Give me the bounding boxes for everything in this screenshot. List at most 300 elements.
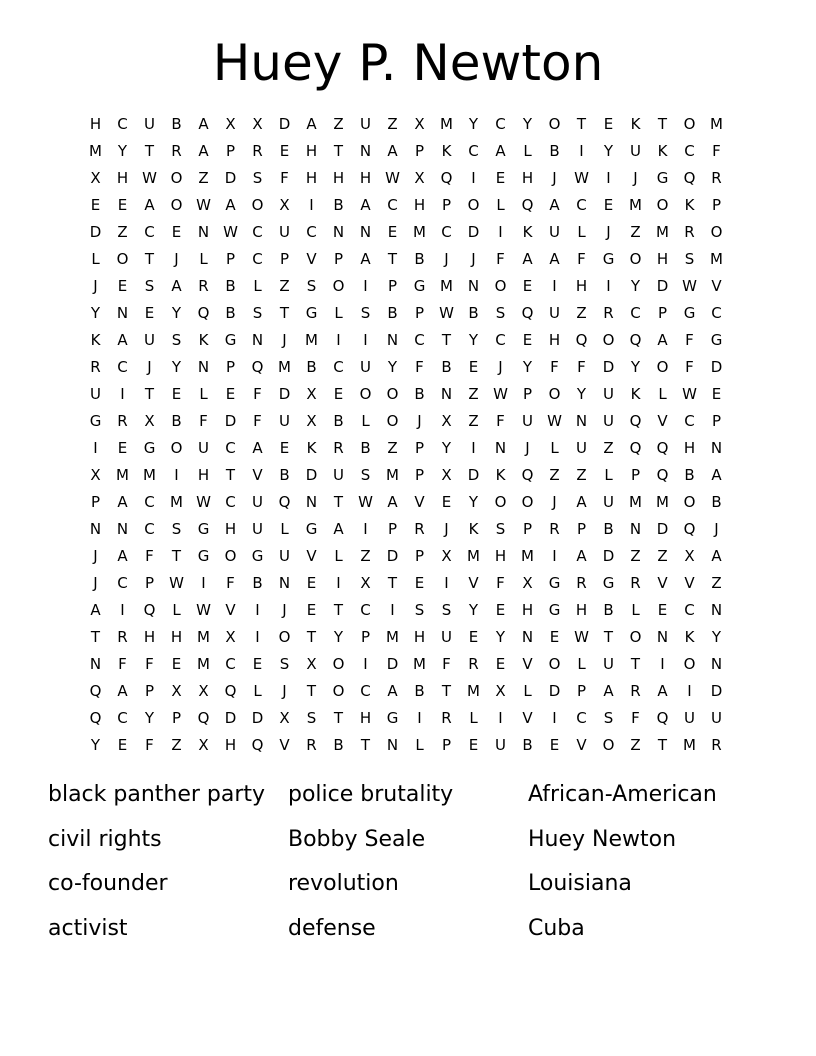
grid-letter: O (629, 250, 642, 268)
grid-row (82, 462, 742, 489)
grid-letter: U (279, 412, 290, 430)
grid-letter: J (444, 520, 449, 538)
grid-letter: A (603, 682, 614, 700)
grid-letter: J (282, 601, 287, 619)
grid-letter: Z (387, 439, 398, 457)
grid-letter: Y (630, 277, 641, 295)
grid-row (82, 300, 742, 327)
grid-letter: V (711, 277, 722, 295)
grid-letter: V (684, 574, 695, 592)
grid-letter: U (603, 493, 614, 511)
grid-letter: C (441, 223, 452, 241)
grid-letter: A (387, 493, 398, 511)
grid-letter: F (145, 547, 154, 565)
grid-letter: T (630, 655, 641, 673)
grid-letter: U (441, 628, 452, 646)
grid-letter: U (90, 385, 101, 403)
grid-letter: E (333, 385, 344, 403)
grid-letter: J (525, 439, 530, 457)
grid-letter: R (252, 142, 263, 160)
grid-letter: N (467, 277, 480, 295)
grid-letter: Q (683, 520, 696, 538)
grid-letter: W (574, 628, 589, 646)
grid-letter: I (174, 466, 179, 484)
grid-letter: U (603, 385, 614, 403)
grid-letter: H (224, 520, 237, 538)
grid-letter: X (306, 385, 317, 403)
grid-letter: I (471, 439, 476, 457)
grid-letter: G (548, 601, 561, 619)
grid-letter: H (116, 169, 129, 187)
grid-letter: X (495, 682, 506, 700)
grid-letter: L (415, 736, 424, 754)
grid-letter: G (602, 574, 615, 592)
grid-letter: F (496, 412, 505, 430)
grid-letter: M (305, 331, 318, 349)
grid-letter: E (549, 628, 560, 646)
grid-letter: A (360, 250, 371, 268)
grid-letter: T (441, 682, 452, 700)
grid-letter: R (468, 655, 479, 673)
grid-letter: C (225, 493, 236, 511)
word-list-item: civil rights (48, 826, 162, 852)
grid-letter: N (116, 520, 129, 538)
grid-letter: M (656, 493, 669, 511)
grid-letter: P (414, 547, 425, 565)
grid-letter: A (90, 601, 101, 619)
grid-row (82, 678, 742, 705)
grid-letter: J (633, 169, 638, 187)
grid-letter: S (306, 277, 317, 295)
grid-letter: E (117, 736, 128, 754)
grid-letter: P (711, 196, 722, 214)
grid-row (82, 192, 742, 219)
grid-letter: P (279, 250, 290, 268)
grid-letter: V (225, 601, 236, 619)
grid-letter: W (223, 223, 238, 241)
grid-letter: A (522, 250, 533, 268)
grid-letter: E (171, 223, 182, 241)
grid-row (82, 138, 742, 165)
grid-letter: B (279, 466, 290, 484)
grid-letter: L (334, 547, 343, 565)
grid-row (82, 354, 742, 381)
grid-letter: A (117, 331, 128, 349)
grid-letter: G (197, 547, 210, 565)
grid-letter: X (225, 628, 236, 646)
grid-letter: Y (90, 736, 101, 754)
grid-letter: C (117, 358, 128, 376)
grid-letter: T (144, 250, 155, 268)
grid-letter: T (144, 142, 155, 160)
grid-letter: Q (197, 709, 210, 727)
grid-letter: Y (171, 358, 182, 376)
grid-letter: J (93, 547, 98, 565)
grid-letter: B (603, 601, 614, 619)
grid-letter: E (522, 331, 533, 349)
grid-letter: V (657, 412, 668, 430)
grid-letter: Q (683, 169, 696, 187)
grid-letter: E (306, 574, 317, 592)
grid-letter: M (629, 493, 642, 511)
grid-letter: T (360, 736, 371, 754)
grid-letter: B (711, 493, 722, 511)
grid-letter: M (278, 358, 291, 376)
grid-letter: G (413, 277, 426, 295)
grid-letter: J (174, 250, 179, 268)
grid-letter: Y (468, 493, 479, 511)
grid-letter: B (414, 250, 425, 268)
grid-letter: U (252, 520, 263, 538)
grid-letter: O (116, 250, 129, 268)
grid-letter: G (197, 520, 210, 538)
grid-letter: G (656, 169, 669, 187)
grid-letter: O (170, 169, 183, 187)
grid-letter: U (333, 466, 344, 484)
word-search-grid (82, 111, 742, 759)
grid-letter: G (710, 331, 723, 349)
grid-letter: Z (630, 736, 641, 754)
grid-letter: P (90, 493, 101, 511)
grid-letter: E (90, 196, 101, 214)
grid-letter: R (306, 736, 317, 754)
grid-letter: K (90, 331, 101, 349)
grid-letter: M (656, 223, 669, 241)
grid-letter: K (198, 331, 209, 349)
grid-letter: C (252, 250, 263, 268)
grid-letter: V (468, 574, 479, 592)
grid-letter: X (279, 196, 290, 214)
grid-letter: A (117, 547, 128, 565)
grid-letter: W (439, 304, 454, 322)
grid-letter: E (279, 142, 290, 160)
grid-letter: O (332, 655, 345, 673)
grid-letter: F (685, 358, 694, 376)
grid-letter: N (440, 385, 453, 403)
grid-letter: E (306, 601, 317, 619)
grid-letter: M (467, 547, 480, 565)
grid-letter: O (494, 493, 507, 511)
grid-letter: X (90, 169, 101, 187)
grid-letter: Z (117, 223, 128, 241)
grid-letter: T (333, 493, 344, 511)
grid-letter: L (469, 709, 478, 727)
grid-letter: D (656, 520, 669, 538)
grid-letter: E (468, 358, 479, 376)
grid-letter: B (414, 682, 425, 700)
grid-letter: E (711, 385, 722, 403)
grid-letter: G (602, 250, 615, 268)
grid-letter: U (603, 655, 614, 673)
grid-letter: N (89, 520, 102, 538)
grid-letter: C (684, 142, 695, 160)
grid-letter: N (710, 601, 723, 619)
grid-letter: G (89, 412, 102, 430)
grid-letter: X (441, 466, 452, 484)
grid-letter: V (576, 736, 587, 754)
grid-letter: A (657, 682, 668, 700)
grid-letter: W (196, 493, 211, 511)
grid-letter: F (496, 574, 505, 592)
grid-letter: A (576, 493, 587, 511)
grid-letter: N (278, 574, 291, 592)
grid-letter: H (683, 439, 696, 457)
grid-letter: T (225, 466, 236, 484)
grid-letter: H (521, 169, 534, 187)
grid-letter: O (602, 331, 615, 349)
grid-letter: E (252, 655, 263, 673)
grid-letter: I (471, 169, 476, 187)
grid-letter: M (413, 223, 426, 241)
grid-letter: N (494, 439, 507, 457)
grid-letter: U (495, 736, 506, 754)
grid-letter: Z (468, 412, 479, 430)
grid-letter: C (468, 142, 479, 160)
grid-letter: Z (279, 277, 290, 295)
grid-letter: Y (117, 142, 128, 160)
grid-letter: E (117, 277, 128, 295)
grid-letter: I (363, 655, 368, 673)
grid-letter: K (468, 520, 479, 538)
word-list-item: revolution (288, 871, 399, 896)
grid-letter: A (495, 142, 506, 160)
grid-letter: D (386, 655, 399, 673)
grid-letter: A (171, 277, 182, 295)
grid-letter: F (145, 655, 154, 673)
grid-letter: H (575, 277, 588, 295)
grid-letter: M (440, 277, 453, 295)
grid-letter: K (522, 223, 533, 241)
word-list-item: Bobby Seale (288, 826, 426, 852)
grid-letter: I (660, 655, 665, 673)
grid-letter: M (710, 115, 723, 133)
grid-letter: H (359, 169, 372, 187)
grid-letter: L (604, 466, 613, 484)
grid-letter: Y (468, 601, 479, 619)
grid-letter: T (657, 115, 668, 133)
grid-letter: A (225, 196, 236, 214)
grid-letter: Q (143, 601, 156, 619)
grid-letter: C (252, 223, 263, 241)
grid-letter: R (333, 439, 344, 457)
grid-letter: J (552, 169, 557, 187)
grid-letter: T (576, 115, 587, 133)
grid-letter: F (685, 331, 694, 349)
grid-letter: O (224, 547, 237, 565)
grid-letter: I (444, 574, 449, 592)
grid-letter: Q (629, 331, 642, 349)
grid-letter: N (359, 223, 372, 241)
grid-letter: G (305, 304, 318, 322)
grid-letter: G (305, 520, 318, 538)
grid-letter: U (279, 223, 290, 241)
grid-letter: A (360, 196, 371, 214)
grid-letter: C (495, 115, 506, 133)
grid-letter: E (441, 493, 452, 511)
grid-letter: E (117, 439, 128, 457)
grid-letter: W (547, 412, 562, 430)
grid-letter: T (171, 547, 182, 565)
grid-letter: E (468, 628, 479, 646)
grid-letter: E (171, 655, 182, 673)
grid-letter: N (521, 628, 534, 646)
grid-letter: L (523, 682, 532, 700)
grid-letter: E (603, 196, 614, 214)
grid-letter: N (305, 493, 318, 511)
grid-letter: T (387, 250, 398, 268)
word-list-item: activist (48, 915, 128, 941)
grid-letter: N (251, 331, 264, 349)
grid-row (82, 435, 742, 462)
grid-letter: L (253, 277, 262, 295)
grid-letter: V (306, 250, 317, 268)
grid-letter: N (197, 223, 210, 241)
grid-letter: K (684, 196, 695, 214)
grid-letter: C (306, 223, 317, 241)
grid-letter: H (413, 196, 426, 214)
grid-letter: I (255, 628, 260, 646)
grid-letter: J (282, 682, 287, 700)
grid-letter: L (577, 655, 586, 673)
grid-letter: M (170, 493, 183, 511)
grid-letter: I (201, 574, 206, 592)
grid-letter: M (467, 682, 480, 700)
grid-letter: C (387, 196, 398, 214)
grid-letter: E (495, 169, 506, 187)
grid-letter: Z (387, 115, 398, 133)
grid-letter: O (548, 385, 561, 403)
grid-letter: I (309, 196, 314, 214)
grid-letter: A (576, 547, 587, 565)
grid-letter: Z (576, 304, 587, 322)
word-list-item: Louisiana (528, 871, 632, 896)
grid-letter: U (198, 439, 209, 457)
grid-letter: A (117, 493, 128, 511)
grid-letter: X (198, 682, 209, 700)
grid-letter: M (197, 655, 210, 673)
grid-letter: Z (630, 547, 641, 565)
grid-letter: E (549, 736, 560, 754)
grid-letter: C (117, 574, 128, 592)
word-list-item: African-American (528, 782, 717, 807)
grid-letter: C (414, 331, 425, 349)
grid-letter: B (684, 466, 695, 484)
grid-letter: N (386, 331, 399, 349)
grid-letter: N (710, 655, 723, 673)
grid-letter: L (199, 250, 208, 268)
grid-row (82, 381, 742, 408)
grid-row (82, 597, 742, 624)
grid-letter: E (495, 601, 506, 619)
grid-letter: Z (603, 439, 614, 457)
grid-letter: T (306, 628, 317, 646)
grid-letter: O (656, 196, 669, 214)
grid-letter: Y (171, 304, 182, 322)
grid-letter: T (333, 142, 344, 160)
grid-letter: N (710, 439, 723, 457)
grid-letter: D (278, 385, 291, 403)
grid-letter: V (522, 655, 533, 673)
grid-letter: W (169, 574, 184, 592)
grid-letter: F (253, 412, 262, 430)
grid-letter: U (576, 439, 587, 457)
grid-letter: R (441, 709, 452, 727)
grid-letter: X (684, 547, 695, 565)
grid-letter: L (496, 196, 505, 214)
grid-letter: P (414, 466, 425, 484)
grid-letter: X (171, 682, 182, 700)
grid-letter: U (711, 709, 722, 727)
grid-letter: C (117, 709, 128, 727)
grid-letter: J (552, 493, 557, 511)
grid-letter: D (656, 277, 669, 295)
grid-letter: C (684, 601, 695, 619)
grid-letter: Q (251, 358, 264, 376)
grid-row (82, 624, 742, 651)
grid-letter: Y (522, 358, 533, 376)
grid-letter: I (120, 601, 125, 619)
grid-letter: I (363, 520, 368, 538)
grid-letter: U (522, 412, 533, 430)
grid-letter: H (359, 709, 372, 727)
grid-row (82, 165, 742, 192)
grid-letter: Q (656, 466, 669, 484)
grid-letter: A (198, 115, 209, 133)
grid-letter: V (522, 709, 533, 727)
grid-letter: X (198, 736, 209, 754)
grid-letter: U (360, 115, 371, 133)
grid-letter: H (170, 628, 183, 646)
grid-letter: X (414, 115, 425, 133)
grid-letter: B (468, 304, 479, 322)
grid-letter: B (171, 115, 182, 133)
grid-letter: M (683, 736, 696, 754)
grid-letter: P (576, 520, 587, 538)
grid-letter: Y (333, 628, 344, 646)
grid-letter: X (90, 466, 101, 484)
grid-letter: D (467, 223, 480, 241)
grid-letter: L (577, 223, 586, 241)
grid-letter: E (495, 655, 506, 673)
grid-letter: M (143, 466, 156, 484)
grid-letter: B (414, 385, 425, 403)
grid-letter: U (360, 358, 371, 376)
grid-letter: Y (468, 331, 479, 349)
grid-letter: O (683, 655, 696, 673)
grid-letter: Y (90, 304, 101, 322)
grid-letter: S (684, 250, 695, 268)
grid-letter: X (414, 169, 425, 187)
grid-letter: E (603, 115, 614, 133)
grid-letter: Z (468, 385, 479, 403)
grid-letter: V (279, 736, 290, 754)
grid-letter: H (197, 466, 210, 484)
grid-letter: C (576, 709, 587, 727)
grid-letter: D (602, 358, 615, 376)
grid-letter: N (116, 304, 129, 322)
grid-letter: R (711, 169, 722, 187)
grid-letter: B (171, 412, 182, 430)
grid-letter: O (683, 493, 696, 511)
grid-letter: K (306, 439, 317, 457)
grid-letter: B (225, 277, 236, 295)
grid-letter: O (332, 277, 345, 295)
grid-letter: H (548, 331, 561, 349)
grid-letter: S (252, 169, 263, 187)
grid-letter: X (360, 574, 371, 592)
grid-letter: Z (630, 223, 641, 241)
grid-letter: Q (224, 682, 237, 700)
